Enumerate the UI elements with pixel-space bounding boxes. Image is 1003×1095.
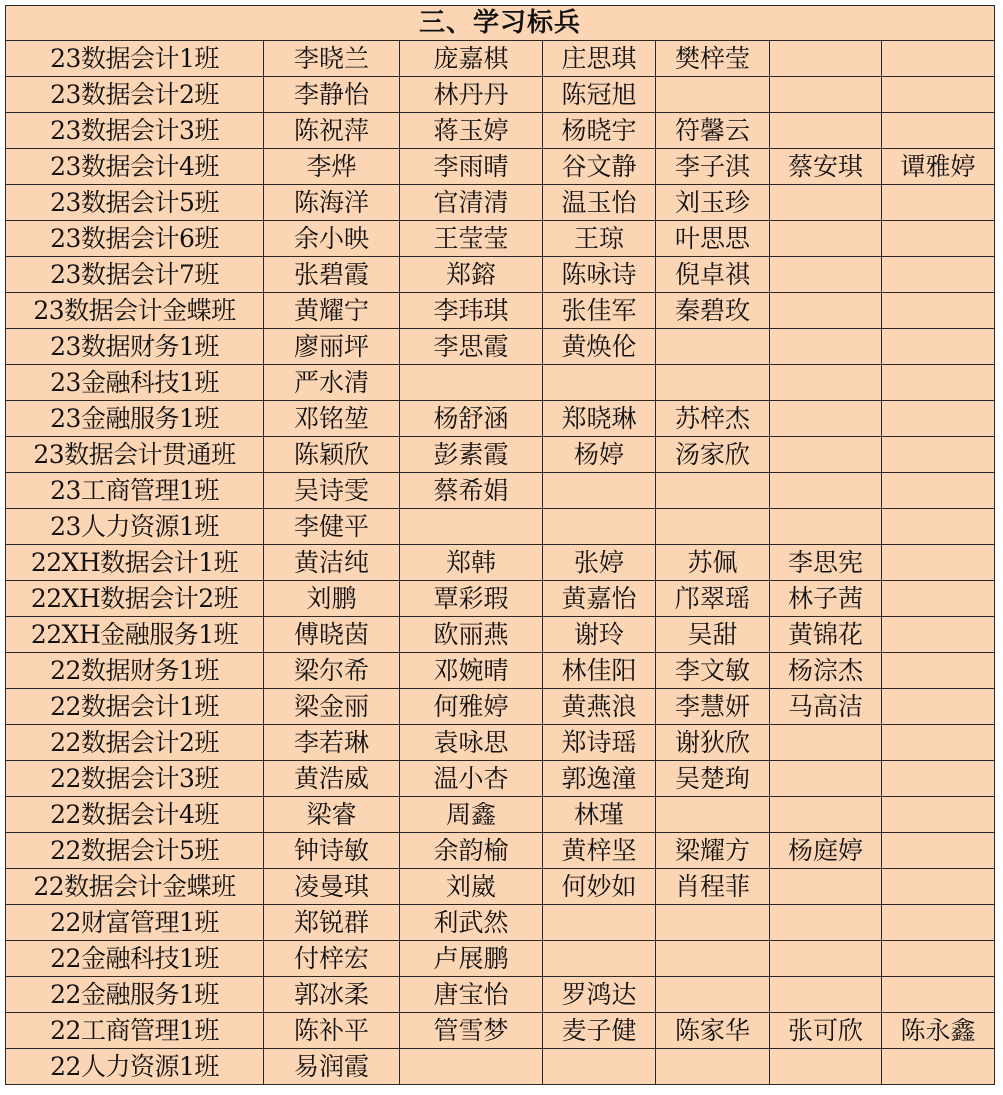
student-name-cell[interactable]: 李晓兰 (264, 41, 400, 77)
student-name-cell[interactable]: 黄焕伦 (543, 329, 656, 365)
table-row (6, 653, 995, 689)
student-name-cell[interactable] (770, 509, 882, 545)
student-name-cell[interactable]: 李思宪 (770, 545, 882, 581)
student-name-cell[interactable]: 刘玉珍 (656, 185, 770, 221)
table-row (6, 689, 995, 725)
student-name-cell[interactable]: 廖丽坪 (264, 329, 400, 365)
student-name-cell[interactable] (770, 725, 882, 761)
student-name-cell[interactable]: 邓婉晴 (400, 653, 543, 689)
student-name-cell[interactable]: 严水清 (264, 365, 400, 401)
student-name-cell[interactable]: 黄耀宁 (264, 293, 400, 329)
class-name-cell[interactable]: 23数据会计金蝶班 (6, 293, 264, 329)
table-row (6, 617, 995, 653)
student-name-cell[interactable]: 官清清 (400, 185, 543, 221)
student-name-cell[interactable]: 邓铭堃 (264, 401, 400, 437)
student-name-cell[interactable]: 刘崴 (400, 869, 543, 905)
student-name-cell[interactable]: 余韵榆 (400, 833, 543, 869)
student-name-cell[interactable]: 余小映 (264, 221, 400, 257)
student-name-cell[interactable]: 李玮琪 (400, 293, 543, 329)
student-name-cell[interactable]: 陈永鑫 (882, 1013, 995, 1049)
student-name-cell[interactable] (656, 797, 770, 833)
student-name-cell[interactable]: 陈海洋 (264, 185, 400, 221)
student-name-cell[interactable]: 卢展鹏 (400, 941, 543, 977)
student-name-cell[interactable]: 林佳阳 (543, 653, 656, 689)
student-name-cell[interactable]: 王琼 (543, 221, 656, 257)
student-name-cell[interactable]: 郑鎔 (400, 257, 543, 293)
student-name-cell[interactable]: 李文敏 (656, 653, 770, 689)
student-name-cell[interactable] (400, 1049, 543, 1085)
student-name-cell[interactable]: 陈颖欣 (264, 437, 400, 473)
student-name-cell[interactable] (770, 437, 882, 473)
student-name-cell[interactable]: 李健平 (264, 509, 400, 545)
class-name-cell[interactable]: 22数据会计2班 (6, 725, 264, 761)
student-name-cell[interactable]: 叶思思 (656, 221, 770, 257)
student-name-cell[interactable]: 利武然 (400, 905, 543, 941)
student-name-cell[interactable] (770, 41, 882, 77)
student-name-cell[interactable]: 李慧妍 (656, 689, 770, 725)
class-name-cell[interactable]: 22XH数据会计1班 (6, 545, 264, 581)
class-name-cell[interactable]: 23工商管理1班 (6, 473, 264, 509)
class-name-cell[interactable]: 22XH金融服务1班 (6, 617, 264, 653)
student-name-cell[interactable]: 钟诗敏 (264, 833, 400, 869)
table-row (6, 437, 995, 473)
student-name-cell[interactable]: 张婷 (543, 545, 656, 581)
student-name-cell[interactable]: 杨婷 (543, 437, 656, 473)
student-name-cell[interactable] (543, 1049, 656, 1085)
class-name-cell[interactable]: 22工商管理1班 (6, 1013, 264, 1049)
student-name-cell[interactable] (656, 1049, 770, 1085)
student-name-cell[interactable]: 麦子健 (543, 1013, 656, 1049)
student-name-cell[interactable]: 蒋玉婷 (400, 113, 543, 149)
class-name-cell[interactable]: 22数据会计金蝶班 (6, 869, 264, 905)
table-row (6, 581, 995, 617)
table-row (6, 905, 995, 941)
student-name-cell[interactable] (882, 941, 995, 977)
student-name-cell[interactable]: 陈咏诗 (543, 257, 656, 293)
student-name-cell[interactable] (770, 293, 882, 329)
student-name-cell[interactable] (770, 365, 882, 401)
student-name-cell[interactable] (882, 77, 995, 113)
student-name-cell[interactable] (770, 401, 882, 437)
student-name-cell[interactable]: 付梓宏 (264, 941, 400, 977)
student-name-cell[interactable]: 温玉怡 (543, 185, 656, 221)
class-name-cell[interactable]: 22数据会计3班 (6, 761, 264, 797)
student-name-cell[interactable] (882, 329, 995, 365)
table-row (6, 401, 995, 437)
student-name-cell[interactable]: 蔡希娟 (400, 473, 543, 509)
table-row (6, 293, 995, 329)
student-name-cell[interactable] (882, 689, 995, 725)
student-name-cell[interactable]: 庞嘉棋 (400, 41, 543, 77)
student-name-cell[interactable] (882, 401, 995, 437)
title-row (6, 6, 995, 41)
class-name-cell[interactable]: 23数据会计2班 (6, 77, 264, 113)
student-name-cell[interactable]: 庄思琪 (543, 41, 656, 77)
table-row (6, 941, 995, 977)
student-name-cell[interactable] (656, 473, 770, 509)
student-name-cell[interactable]: 欧丽燕 (400, 617, 543, 653)
class-name-cell[interactable]: 23数据会计6班 (6, 221, 264, 257)
student-name-cell[interactable]: 李子淇 (656, 149, 770, 185)
student-name-cell[interactable]: 肖程菲 (656, 869, 770, 905)
student-name-cell[interactable]: 李烨 (264, 149, 400, 185)
student-name-cell[interactable]: 唐宝怡 (400, 977, 543, 1013)
student-name-cell[interactable]: 吴诗雯 (264, 473, 400, 509)
table-row (6, 1049, 995, 1085)
student-name-cell[interactable]: 张碧霞 (264, 257, 400, 293)
student-name-cell[interactable]: 吴甜 (656, 617, 770, 653)
student-name-cell[interactable]: 温小杏 (400, 761, 543, 797)
student-name-cell[interactable]: 何雅婷 (400, 689, 543, 725)
table-row (6, 545, 995, 581)
table-row (6, 257, 995, 293)
class-name-cell[interactable]: 23数据会计贯通班 (6, 437, 264, 473)
student-name-cell[interactable] (882, 653, 995, 689)
student-name-cell[interactable]: 覃彩瑕 (400, 581, 543, 617)
table-row (6, 329, 995, 365)
student-name-cell[interactable]: 郑锐群 (264, 905, 400, 941)
class-name-cell[interactable]: 23数据会计4班 (6, 149, 264, 185)
student-name-cell[interactable]: 陈祝萍 (264, 113, 400, 149)
table-row (6, 509, 995, 545)
student-name-cell[interactable] (882, 437, 995, 473)
student-name-cell[interactable]: 蔡安琪 (770, 149, 882, 185)
student-name-cell[interactable]: 谢狄欣 (656, 725, 770, 761)
student-name-cell[interactable]: 汤家欣 (656, 437, 770, 473)
student-name-cell[interactable] (882, 797, 995, 833)
student-name-cell[interactable]: 符馨云 (656, 113, 770, 149)
student-name-cell[interactable] (656, 509, 770, 545)
student-name-cell[interactable]: 管雪梦 (400, 1013, 543, 1049)
class-name-cell[interactable]: 22金融服务1班 (6, 977, 264, 1013)
honor-roll-table (5, 5, 995, 1085)
student-name-cell[interactable]: 林子茜 (770, 581, 882, 617)
class-name-cell[interactable]: 22人力资源1班 (6, 1049, 264, 1085)
student-name-cell[interactable] (770, 221, 882, 257)
student-name-cell[interactable]: 何妙如 (543, 869, 656, 905)
student-name-cell[interactable]: 傅晓茵 (264, 617, 400, 653)
sheet-title[interactable]: 三、学习标兵 (6, 6, 995, 41)
class-name-cell[interactable]: 22数据会计5班 (6, 833, 264, 869)
student-name-cell[interactable]: 李雨晴 (400, 149, 543, 185)
student-name-cell[interactable] (882, 113, 995, 149)
student-name-cell[interactable]: 刘鹏 (264, 581, 400, 617)
table-row (6, 365, 995, 401)
table-row (6, 1013, 995, 1049)
student-name-cell[interactable]: 樊梓莹 (656, 41, 770, 77)
student-name-cell[interactable]: 陈冠旭 (543, 77, 656, 113)
student-name-cell[interactable]: 黄燕浪 (543, 689, 656, 725)
student-name-cell[interactable] (882, 869, 995, 905)
student-name-cell[interactable] (770, 797, 882, 833)
student-name-cell[interactable]: 黄锦花 (770, 617, 882, 653)
student-name-cell[interactable] (770, 761, 882, 797)
student-name-cell[interactable]: 袁咏思 (400, 725, 543, 761)
student-name-cell[interactable]: 谭雅婷 (882, 149, 995, 185)
class-name-cell[interactable]: 23数据会计1班 (6, 41, 264, 77)
student-name-cell[interactable]: 林瑾 (543, 797, 656, 833)
student-name-cell[interactable] (882, 185, 995, 221)
student-name-cell[interactable] (770, 473, 882, 509)
student-name-cell[interactable]: 苏佩 (656, 545, 770, 581)
table-row (6, 473, 995, 509)
student-name-cell[interactable]: 郑韩 (400, 545, 543, 581)
class-name-cell[interactable]: 22数据会计1班 (6, 689, 264, 725)
student-name-cell[interactable] (882, 1049, 995, 1085)
student-name-cell[interactable] (770, 905, 882, 941)
table-row (6, 113, 995, 149)
table-row (6, 977, 995, 1013)
table-row (6, 797, 995, 833)
student-name-cell[interactable] (882, 617, 995, 653)
student-name-cell[interactable]: 秦碧玫 (656, 293, 770, 329)
student-name-cell[interactable]: 王莹莹 (400, 221, 543, 257)
student-name-cell[interactable]: 郭逸潼 (543, 761, 656, 797)
class-name-cell[interactable]: 23人力资源1班 (6, 509, 264, 545)
student-name-cell[interactable] (656, 941, 770, 977)
student-name-cell[interactable]: 梁金丽 (264, 689, 400, 725)
student-name-cell[interactable] (543, 473, 656, 509)
student-name-cell[interactable]: 梁耀方 (656, 833, 770, 869)
class-name-cell[interactable]: 22XH数据会计2班 (6, 581, 264, 617)
student-name-cell[interactable] (882, 545, 995, 581)
student-name-cell[interactable]: 梁尔希 (264, 653, 400, 689)
student-name-cell[interactable] (882, 41, 995, 77)
table-body (6, 6, 995, 1085)
class-name-cell[interactable]: 23金融科技1班 (6, 365, 264, 401)
student-name-cell[interactable]: 黄浩威 (264, 761, 400, 797)
student-name-cell[interactable] (882, 905, 995, 941)
student-name-cell[interactable]: 李静怡 (264, 77, 400, 113)
student-name-cell[interactable]: 李若琳 (264, 725, 400, 761)
student-name-cell[interactable]: 林丹丹 (400, 77, 543, 113)
student-name-cell[interactable]: 杨晓宇 (543, 113, 656, 149)
student-name-cell[interactable] (882, 365, 995, 401)
class-name-cell[interactable]: 23数据会计5班 (6, 185, 264, 221)
student-name-cell[interactable]: 梁睿 (264, 797, 400, 833)
student-name-cell[interactable] (882, 833, 995, 869)
student-name-cell[interactable]: 马高洁 (770, 689, 882, 725)
student-name-cell[interactable] (543, 509, 656, 545)
table-row (6, 221, 995, 257)
student-name-cell[interactable]: 易润霞 (264, 1049, 400, 1085)
student-name-cell[interactable]: 黄梓坚 (543, 833, 656, 869)
student-name-cell[interactable] (770, 185, 882, 221)
student-name-cell[interactable] (656, 77, 770, 113)
student-name-cell[interactable] (770, 941, 882, 977)
student-name-cell[interactable] (882, 509, 995, 545)
student-name-cell[interactable]: 陈家华 (656, 1013, 770, 1049)
student-name-cell[interactable]: 杨庭婷 (770, 833, 882, 869)
class-name-cell[interactable]: 22金融科技1班 (6, 941, 264, 977)
student-name-cell[interactable] (882, 761, 995, 797)
student-name-cell[interactable] (770, 977, 882, 1013)
student-name-cell[interactable] (543, 941, 656, 977)
student-name-cell[interactable]: 张可欣 (770, 1013, 882, 1049)
student-name-cell[interactable] (882, 293, 995, 329)
student-name-cell[interactable] (882, 257, 995, 293)
student-name-cell[interactable] (400, 365, 543, 401)
student-name-cell[interactable]: 邝翠瑶 (656, 581, 770, 617)
student-name-cell[interactable]: 郑晓琳 (543, 401, 656, 437)
student-name-cell[interactable] (882, 221, 995, 257)
student-name-cell[interactable]: 李思霞 (400, 329, 543, 365)
student-name-cell[interactable]: 谷文静 (543, 149, 656, 185)
table-row (6, 149, 995, 185)
student-name-cell[interactable]: 黄嘉怡 (543, 581, 656, 617)
student-name-cell[interactable] (882, 581, 995, 617)
student-name-cell[interactable] (656, 329, 770, 365)
student-name-cell[interactable]: 杨舒涵 (400, 401, 543, 437)
class-name-cell[interactable]: 23数据财务1班 (6, 329, 264, 365)
table-row (6, 41, 995, 77)
student-name-cell[interactable]: 郭冰柔 (264, 977, 400, 1013)
student-name-cell[interactable] (770, 1049, 882, 1085)
student-name-cell[interactable] (543, 905, 656, 941)
student-name-cell[interactable] (656, 977, 770, 1013)
class-name-cell[interactable]: 22数据财务1班 (6, 653, 264, 689)
student-name-cell[interactable]: 吴楚珣 (656, 761, 770, 797)
student-name-cell[interactable]: 黄洁纯 (264, 545, 400, 581)
student-name-cell[interactable] (882, 977, 995, 1013)
class-name-cell[interactable]: 23金融服务1班 (6, 401, 264, 437)
table-row (6, 77, 995, 113)
student-name-cell[interactable]: 陈补平 (264, 1013, 400, 1049)
table-row (6, 761, 995, 797)
class-name-cell[interactable]: 23数据会计7班 (6, 257, 264, 293)
class-name-cell[interactable]: 23数据会计3班 (6, 113, 264, 149)
class-name-cell[interactable]: 22数据会计4班 (6, 797, 264, 833)
student-name-cell[interactable]: 倪卓祺 (656, 257, 770, 293)
student-name-cell[interactable]: 张佳军 (543, 293, 656, 329)
student-name-cell[interactable] (770, 257, 882, 293)
table-row (6, 833, 995, 869)
student-name-cell[interactable] (543, 365, 656, 401)
student-name-cell[interactable]: 杨淙杰 (770, 653, 882, 689)
student-name-cell[interactable] (770, 869, 882, 905)
class-name-cell[interactable]: 22财富管理1班 (6, 905, 264, 941)
student-name-cell[interactable] (770, 77, 882, 113)
student-name-cell[interactable] (882, 725, 995, 761)
student-name-cell[interactable] (400, 509, 543, 545)
table-row (6, 725, 995, 761)
student-name-cell[interactable] (770, 113, 882, 149)
student-name-cell[interactable] (656, 365, 770, 401)
student-name-cell[interactable] (882, 473, 995, 509)
student-name-cell[interactable]: 罗鸿达 (543, 977, 656, 1013)
student-name-cell[interactable] (770, 329, 882, 365)
student-name-cell[interactable]: 彭素霞 (400, 437, 543, 473)
table-row (6, 185, 995, 221)
student-name-cell[interactable]: 凌曼琪 (264, 869, 400, 905)
student-name-cell[interactable]: 苏梓杰 (656, 401, 770, 437)
student-name-cell[interactable]: 周鑫 (400, 797, 543, 833)
student-name-cell[interactable]: 郑诗瑶 (543, 725, 656, 761)
table-row (6, 869, 995, 905)
student-name-cell[interactable]: 谢玲 (543, 617, 656, 653)
student-name-cell[interactable] (656, 905, 770, 941)
